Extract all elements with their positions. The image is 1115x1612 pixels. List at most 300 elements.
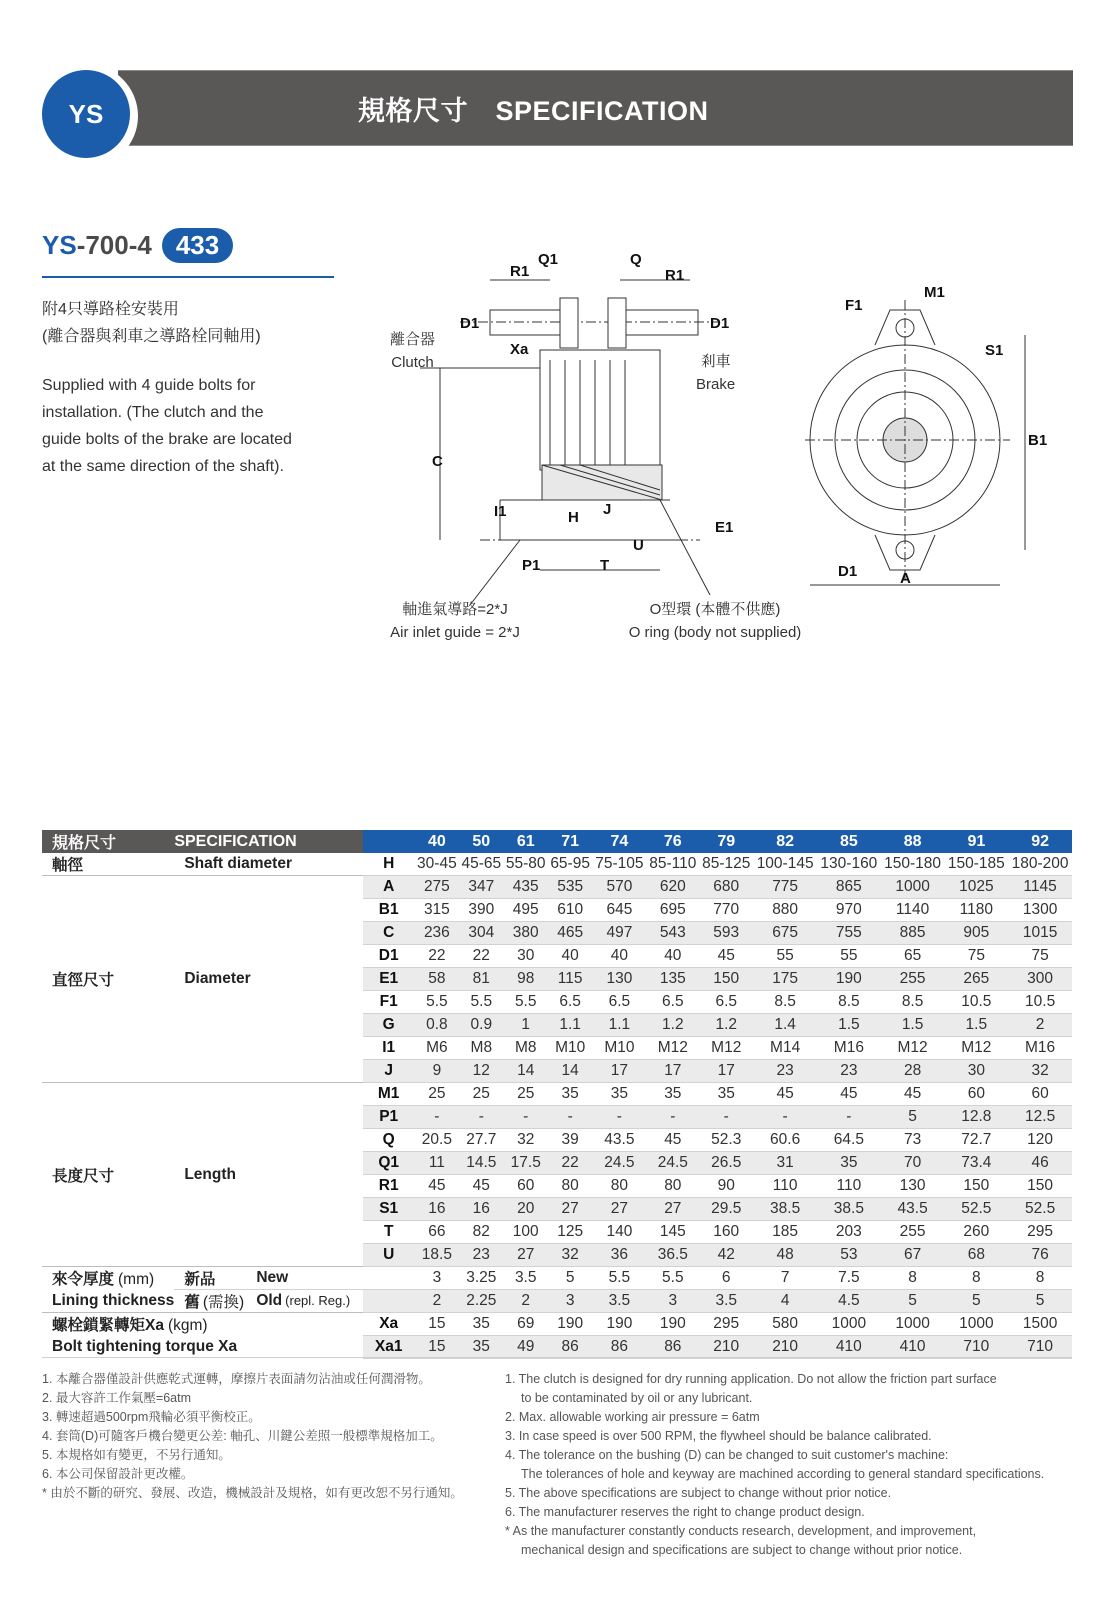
dim-C: C	[432, 453, 443, 470]
table-cell: 1000	[817, 1313, 881, 1336]
description-en: Supplied with 4 guide bolts for installation. (The clutch and the guide bolts of the brake are located at the same direction of the shaft).	[42, 377, 292, 475]
row-code: Xa1	[363, 1336, 415, 1359]
table-cell: 23	[459, 1244, 503, 1267]
table-cell: 6.5	[548, 991, 592, 1014]
dim-Xa: Xa	[510, 341, 529, 358]
table-cell: 203	[817, 1221, 881, 1244]
table-cell: 130	[881, 1175, 945, 1198]
table-cell: 32	[504, 1129, 548, 1152]
row-code: M1	[363, 1083, 415, 1106]
table-cell: 9	[415, 1060, 459, 1083]
table-cell: 69	[504, 1313, 548, 1336]
note-zh: 4. 套筒(D)可隨客戶機台變更公差: 軸孔、川鍵公差照一般標準規格加工。	[42, 1429, 443, 1443]
table-cell: 905	[944, 922, 1008, 945]
model-suffix: -700-4	[76, 230, 152, 260]
table-cell: 5	[881, 1106, 945, 1129]
table-cell: 6	[699, 1267, 753, 1290]
dim-P1: P1	[522, 557, 541, 574]
table-cell: 31	[753, 1152, 817, 1175]
table-cell: 35	[646, 1083, 699, 1106]
table-cell: M14	[753, 1037, 817, 1060]
dim-H: H	[568, 509, 579, 526]
table-cell: 55	[753, 945, 817, 968]
table-cell: 1.4	[753, 1014, 817, 1037]
table-cell: 775	[753, 876, 817, 899]
table-cell: -	[592, 1106, 646, 1129]
row-code: T	[363, 1221, 415, 1244]
dim-F1: F1	[845, 297, 863, 314]
row-code: U	[363, 1244, 415, 1267]
table-cell: 86	[646, 1336, 699, 1359]
description-zh	[42, 296, 261, 350]
table-cell: 465	[548, 922, 592, 945]
table-cell: 22	[415, 945, 459, 968]
table-cell: 5.5	[592, 1267, 646, 1290]
air-inlet-label	[355, 598, 555, 644]
table-cell: 39	[548, 1129, 592, 1152]
table-cell: 1.5	[944, 1014, 1008, 1037]
table-cell: 3	[548, 1290, 592, 1313]
row-code: H	[363, 853, 415, 876]
table-cell: 35	[548, 1083, 592, 1106]
row-code: E1	[363, 968, 415, 991]
brand-logo: YS	[42, 70, 130, 158]
table-cell: 255	[881, 1221, 945, 1244]
table-cell: 185	[753, 1221, 817, 1244]
table-cell: 45	[817, 1083, 881, 1106]
table-cell: 30-45	[415, 853, 459, 876]
table-cell: 16	[415, 1198, 459, 1221]
clutch-label-en: Clutch	[391, 354, 434, 371]
table-cell: 20.5	[415, 1129, 459, 1152]
table-cell: 22	[459, 945, 503, 968]
table-cell: 135	[646, 968, 699, 991]
table-cell: 265	[944, 968, 1008, 991]
table-cell: 1500	[1008, 1313, 1072, 1336]
row-code: J	[363, 1060, 415, 1083]
table-cell: 1000	[944, 1313, 1008, 1336]
table-cell: 5.5	[415, 991, 459, 1014]
table-cell: 4	[753, 1290, 817, 1313]
table-cell: 150	[1008, 1175, 1072, 1198]
row-code: Q	[363, 1129, 415, 1152]
lining-old-zh	[174, 1290, 246, 1313]
table-cell: 125	[548, 1221, 592, 1244]
table-cell: 1180	[944, 899, 1008, 922]
table-cell: 60.6	[753, 1129, 817, 1152]
table-cell: 543	[646, 922, 699, 945]
table-cell: 12	[459, 1060, 503, 1083]
table-cell: 35	[699, 1083, 753, 1106]
table-cell: 22	[548, 1152, 592, 1175]
lining-old-zh-sub: (需換)	[202, 1294, 245, 1311]
table-cell: 275	[415, 876, 459, 899]
table-cell: 4.5	[817, 1290, 881, 1313]
torque-zh: 螺栓鎖緊轉矩Xa	[52, 1317, 164, 1335]
air-inlet-label-zh: 軸進氣導路=2*J	[402, 601, 508, 618]
table-cell: 20	[504, 1198, 548, 1221]
table-cell: 5	[548, 1267, 592, 1290]
table-cell: 60	[504, 1175, 548, 1198]
table-cell: 64.5	[817, 1129, 881, 1152]
table-cell: 390	[459, 899, 503, 922]
size-col: 79	[699, 830, 753, 853]
lining-old-en-sub: (repl. Reg.)	[285, 1293, 351, 1308]
table-cell: -	[459, 1106, 503, 1129]
table-cell: 0.9	[459, 1014, 503, 1037]
table-cell: 1000	[881, 876, 945, 899]
table-cell: 70	[881, 1152, 945, 1175]
note-en: 2. Max. allowable working air pressure = 6atm	[505, 1410, 760, 1424]
table-cell: 14	[548, 1060, 592, 1083]
table-cell: 347	[459, 876, 503, 899]
table-cell: 710	[1008, 1336, 1072, 1359]
size-col: 71	[548, 830, 592, 853]
table-cell: 115	[548, 968, 592, 991]
table-cell: 8.5	[817, 991, 881, 1014]
table-cell: 770	[699, 899, 753, 922]
table-cell: 680	[699, 876, 753, 899]
table-cell: 3.25	[459, 1267, 503, 1290]
dim-D1-left: D1	[460, 315, 480, 332]
table-cell: 24.5	[592, 1152, 646, 1175]
size-col: 74	[592, 830, 646, 853]
row-code: D1	[363, 945, 415, 968]
table-cell: 0.8	[415, 1014, 459, 1037]
table-cell: 7	[753, 1267, 817, 1290]
table-cell: 970	[817, 899, 881, 922]
table-cell: 52.5	[944, 1198, 1008, 1221]
table-cell: 2	[415, 1290, 459, 1313]
table-cell: 6.5	[699, 991, 753, 1014]
table-cell: M12	[646, 1037, 699, 1060]
table-cell: 35	[459, 1313, 503, 1336]
table-cell: 45	[459, 1175, 503, 1198]
table-cell: 2	[1008, 1014, 1072, 1037]
table-cell: 580	[753, 1313, 817, 1336]
table-cell: 260	[944, 1221, 1008, 1244]
table-header-row	[42, 830, 1072, 853]
table-cell: 85-125	[699, 853, 753, 876]
table-cell: 26.5	[699, 1152, 753, 1175]
table-cell: 1.2	[699, 1014, 753, 1037]
table-cell: M12	[881, 1037, 945, 1060]
lining-old-zh-main: 舊	[184, 1294, 200, 1311]
table-cell: 5	[1008, 1290, 1072, 1313]
table-cell: 38.5	[817, 1198, 881, 1221]
table-cell: M16	[1008, 1037, 1072, 1060]
table-cell: 40	[592, 945, 646, 968]
table-cell: 1145	[1008, 876, 1072, 899]
table-cell: 570	[592, 876, 646, 899]
table-cell: 73.4	[944, 1152, 1008, 1175]
size-col: 91	[944, 830, 1008, 853]
table-cell: 695	[646, 899, 699, 922]
dim-Q: Q	[630, 251, 642, 268]
table-cell: 14	[504, 1060, 548, 1083]
table-cell: 29.5	[699, 1198, 753, 1221]
table-cell: 130	[592, 968, 646, 991]
table-cell: 14.5	[459, 1152, 503, 1175]
table-row-lining-new	[42, 1267, 1072, 1290]
table-cell: 80	[592, 1175, 646, 1198]
note-en: 1. The clutch is designed for dry running application. Do not allow the friction part surface	[505, 1372, 997, 1386]
header-code	[363, 830, 415, 853]
table-cell: 30	[504, 945, 548, 968]
table-cell: 380	[504, 922, 548, 945]
table-row-lining-old	[42, 1290, 1072, 1313]
table-cell: 75-105	[592, 853, 646, 876]
table-cell: 5.5	[504, 991, 548, 1014]
table-cell: 45	[699, 945, 753, 968]
dim-R1-left: R1	[510, 263, 530, 280]
size-col: 61	[504, 830, 548, 853]
table-cell: 1025	[944, 876, 1008, 899]
table-cell: 45	[646, 1129, 699, 1152]
lining-unit: (mm)	[118, 1271, 155, 1289]
table-cell: 5.5	[646, 1267, 699, 1290]
table-cell: 49	[504, 1336, 548, 1359]
table-cell: 1140	[881, 899, 945, 922]
table-cell: 18.5	[415, 1244, 459, 1267]
table-cell: 46	[1008, 1152, 1072, 1175]
table-cell: 410	[817, 1336, 881, 1359]
table-cell: 2.25	[459, 1290, 503, 1313]
table-cell: 2	[504, 1290, 548, 1313]
table-cell: 43.5	[592, 1129, 646, 1152]
note-en: mechanical design and specifications are subject to change without prior notice.	[521, 1543, 963, 1557]
torque-label-en: Bolt tightening torque Xa	[52, 1338, 238, 1355]
brake-label-zh: 剎車	[700, 353, 731, 370]
table-cell: 73	[881, 1129, 945, 1152]
model-divider	[42, 276, 334, 278]
table-cell: 645	[592, 899, 646, 922]
table-cell: 295	[1008, 1221, 1072, 1244]
table-cell: -	[817, 1106, 881, 1129]
table-cell: 60	[1008, 1083, 1072, 1106]
note-en: * As the manufacturer constantly conducts research, development, and improvement,	[505, 1524, 977, 1538]
table-cell: 80	[646, 1175, 699, 1198]
length-group-en: Length	[174, 1083, 362, 1267]
table-cell: 160	[699, 1221, 753, 1244]
table-cell: 55-80	[504, 853, 548, 876]
lining-new-zh: 新品	[174, 1267, 246, 1290]
table-cell: 3	[646, 1290, 699, 1313]
table-cell: 110	[817, 1175, 881, 1198]
table-cell: 210	[753, 1336, 817, 1359]
torque-label-zh	[42, 1313, 363, 1336]
note-zh: 2. 最大容許工作氣壓=6atm	[42, 1391, 191, 1405]
table-cell: 40	[548, 945, 592, 968]
table-cell: 8	[1008, 1267, 1072, 1290]
table-cell: 150	[699, 968, 753, 991]
lining-label-en: Lining thickness	[52, 1291, 175, 1309]
table-cell: 15	[415, 1313, 459, 1336]
table-cell: 30	[944, 1060, 1008, 1083]
lining-old-en-main: Old	[256, 1292, 283, 1309]
table-cell: 12.5	[1008, 1106, 1072, 1129]
air-inlet-label-en: Air inlet guide = 2*J	[390, 624, 520, 641]
note-en: 4. The tolerance on the bushing (D) can be changed to suit customer's machine:	[505, 1448, 949, 1462]
table-cell: 45	[753, 1083, 817, 1106]
shaft-label-zh: 軸徑	[52, 857, 84, 874]
table-cell: 16	[459, 1198, 503, 1221]
table-cell: 23	[753, 1060, 817, 1083]
row-code	[363, 1267, 415, 1290]
table-cell: 67	[881, 1244, 945, 1267]
table-cell: 7.5	[817, 1267, 881, 1290]
table-cell: -	[504, 1106, 548, 1129]
table-cell: 38.5	[753, 1198, 817, 1221]
table-cell: 3.5	[699, 1290, 753, 1313]
table-cell: 495	[504, 899, 548, 922]
table-cell: 6.5	[646, 991, 699, 1014]
table-cell: 60	[944, 1083, 1008, 1106]
table-cell: 42	[699, 1244, 753, 1267]
table-cell: 6.5	[592, 991, 646, 1014]
dim-M1: M1	[924, 284, 945, 301]
table-cell: 150-185	[944, 853, 1008, 876]
table-cell: 255	[881, 968, 945, 991]
table-cell: 45	[881, 1083, 945, 1106]
table-cell: 410	[881, 1336, 945, 1359]
size-col: 82	[753, 830, 817, 853]
table-cell: 3	[415, 1267, 459, 1290]
table-cell: 48	[753, 1244, 817, 1267]
table-cell: 17.5	[504, 1152, 548, 1175]
table-cell: 23	[817, 1060, 881, 1083]
note-zh: 3. 轉速超過500rpm飛輪必須平衡校正。	[42, 1410, 261, 1424]
brake-label-en: Brake	[696, 376, 736, 393]
row-code: G	[363, 1014, 415, 1037]
diameter-group-en: Diameter	[174, 876, 362, 1083]
table-cell: 1000	[881, 1313, 945, 1336]
table-cell: M6	[415, 1037, 459, 1060]
row-code: C	[363, 922, 415, 945]
table-row	[42, 876, 1072, 899]
table-cell: 17	[699, 1060, 753, 1083]
table-cell: 8.5	[753, 991, 817, 1014]
specification-table	[42, 830, 1072, 1359]
table-cell: 65	[881, 945, 945, 968]
size-col: 88	[881, 830, 945, 853]
table-cell: 86	[548, 1336, 592, 1359]
table-cell: 27	[646, 1198, 699, 1221]
length-group-zh: 長度尺寸	[42, 1083, 174, 1267]
table-cell: 880	[753, 899, 817, 922]
table-cell: 180-200	[1008, 853, 1072, 876]
table-cell: 12.8	[944, 1106, 1008, 1129]
header-zh: 規格尺寸	[42, 830, 174, 853]
table-cell: 710	[944, 1336, 1008, 1359]
table-cell: M10	[592, 1037, 646, 1060]
dim-A: A	[900, 570, 911, 587]
notes-en	[505, 1370, 1095, 1560]
table-cell: 190	[646, 1313, 699, 1336]
dim-D1-front: D1	[838, 563, 858, 580]
table-cell: 304	[459, 922, 503, 945]
table-cell: M12	[944, 1037, 1008, 1060]
table-cell: 90	[699, 1175, 753, 1198]
table-cell: 8	[944, 1267, 1008, 1290]
oring-label-zh: O型環 (本體不供應)	[649, 601, 781, 618]
dim-D1-right: D1	[710, 315, 730, 332]
table-cell: 1.5	[817, 1014, 881, 1037]
table-cell: 43.5	[881, 1198, 945, 1221]
table-cell: 35	[459, 1336, 503, 1359]
table-cell: 5	[944, 1290, 1008, 1313]
dim-Q1: Q1	[538, 251, 559, 268]
table-cell: 100-145	[753, 853, 817, 876]
clutch-label	[390, 328, 435, 374]
technical-drawing	[360, 250, 1080, 670]
table-cell: 53	[817, 1244, 881, 1267]
note-en: 3. In case speed is over 500 RPM, the flywheel should be balance calibrated.	[505, 1429, 932, 1443]
model-prefix: YS	[42, 230, 77, 260]
clutch-body	[540, 350, 660, 470]
table-cell: 100	[504, 1221, 548, 1244]
table-cell: M12	[699, 1037, 753, 1060]
table-cell: 610	[548, 899, 592, 922]
table-cell: 190	[817, 968, 881, 991]
table-cell: 35	[817, 1152, 881, 1175]
note-en: to be contaminated by oil or any lubricant.	[521, 1391, 753, 1405]
row-code	[363, 1290, 415, 1313]
table-cell: 25	[504, 1083, 548, 1106]
table-cell: 45	[415, 1175, 459, 1198]
table-cell: 58	[415, 968, 459, 991]
table-cell: 72.7	[944, 1129, 1008, 1152]
table-cell: 140	[592, 1221, 646, 1244]
table-cell: 11	[415, 1152, 459, 1175]
table-cell: 28	[881, 1060, 945, 1083]
note-zh: 1. 本離合器僅設計供應乾式運轉，摩擦片表面請勿沾油或任何潤滑物。	[42, 1372, 431, 1386]
table-cell: 15	[415, 1336, 459, 1359]
header-banner	[118, 70, 1073, 146]
table-cell: 190	[592, 1313, 646, 1336]
dim-R1-right: R1	[665, 267, 685, 284]
table-cell: 497	[592, 922, 646, 945]
table-cell: 130-160	[817, 853, 881, 876]
table-cell: -	[646, 1106, 699, 1129]
table-cell: 75	[1008, 945, 1072, 968]
table-row-torque-xa1	[42, 1336, 1072, 1359]
table-cell: 120	[1008, 1129, 1072, 1152]
table-cell: -	[699, 1106, 753, 1129]
table-cell: 150-180	[881, 853, 945, 876]
table-cell: 82	[459, 1221, 503, 1244]
dim-I1: I1	[494, 503, 507, 520]
notes-zh	[42, 1370, 463, 1503]
table-cell: 32	[548, 1244, 592, 1267]
size-col: 40	[415, 830, 459, 853]
table-cell: 150	[944, 1175, 1008, 1198]
table-cell: 45-65	[459, 853, 503, 876]
table-cell: 27.7	[459, 1129, 503, 1152]
table-cell: 65-95	[548, 853, 592, 876]
table-cell: 17	[646, 1060, 699, 1083]
row-code: A	[363, 876, 415, 899]
table-cell: 1.1	[548, 1014, 592, 1037]
table-cell: 55	[817, 945, 881, 968]
oring-label	[615, 598, 815, 644]
table-cell: 35	[592, 1083, 646, 1106]
table-cell: 81	[459, 968, 503, 991]
lining-zh: 來令厚度	[52, 1271, 115, 1289]
table-cell: 1015	[1008, 922, 1072, 945]
header-en: SPECIFICATION	[174, 830, 362, 853]
row-code: Xa	[363, 1313, 415, 1336]
